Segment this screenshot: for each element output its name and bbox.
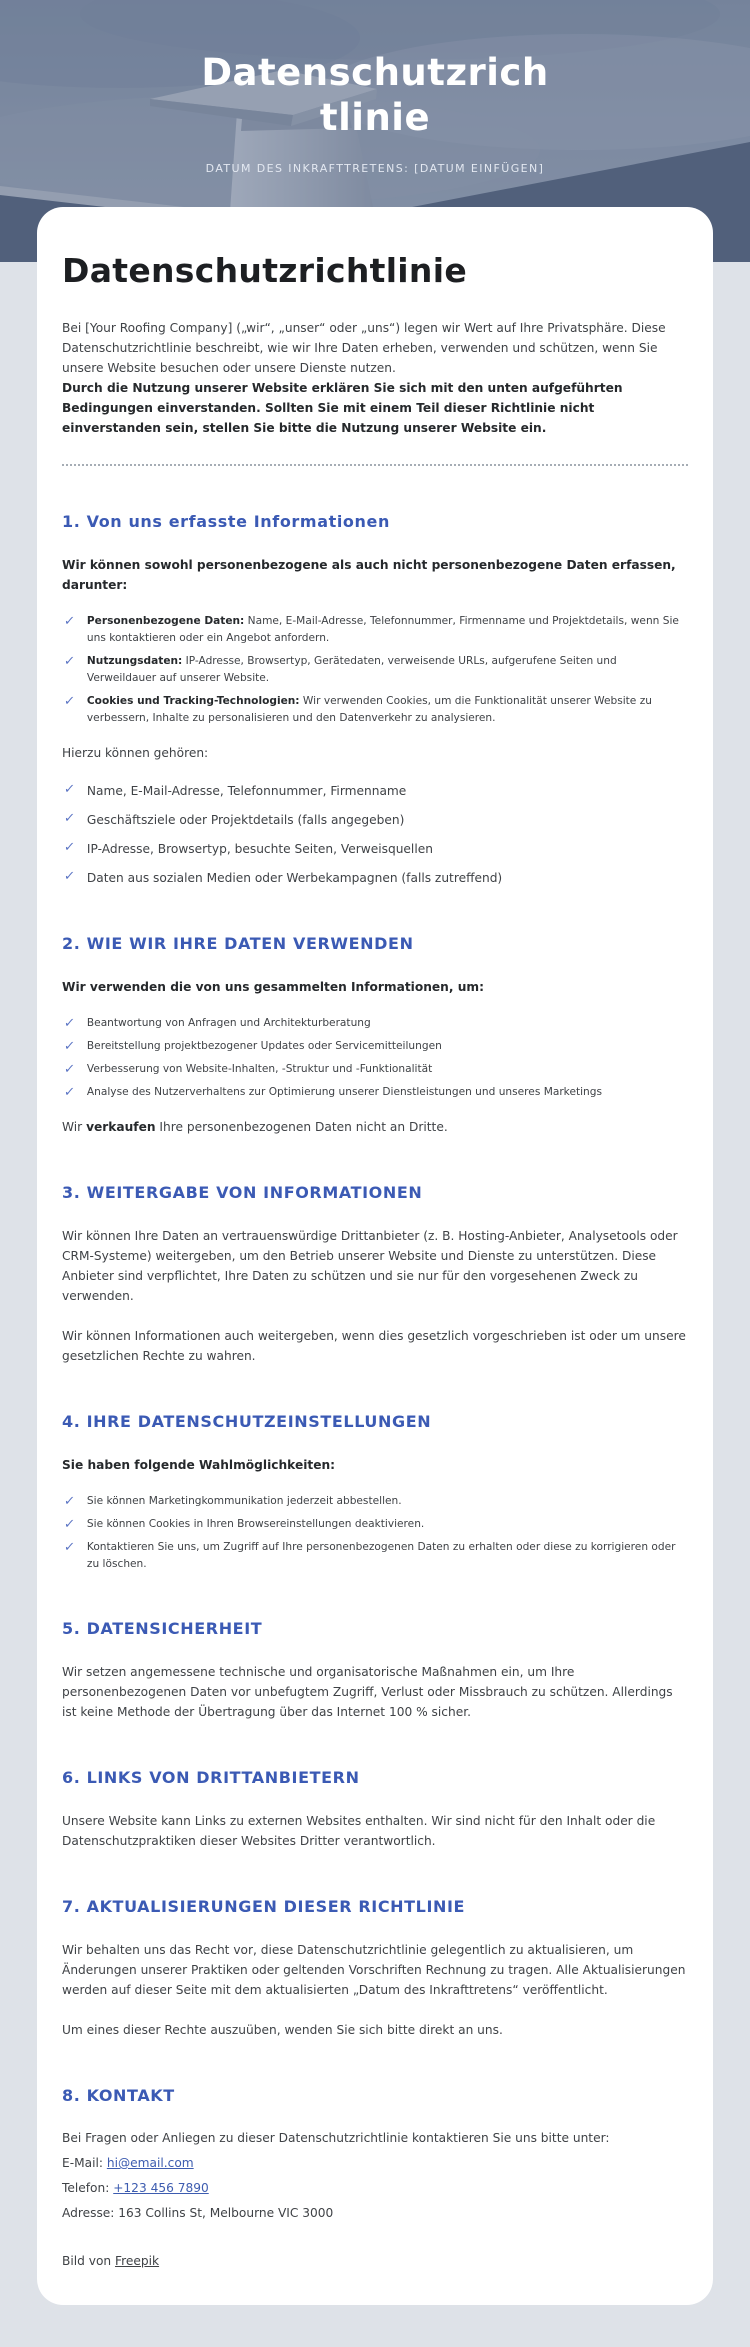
intro-block <box>62 318 688 438</box>
list-item <box>62 1493 688 1510</box>
section-1-list <box>62 613 688 727</box>
list-item-text: Sie können Marketingkommunikation jederzeit abbestellen. <box>86 1495 402 1507</box>
section-2-heading: 2. WIE WIR IHRE DATEN VERWENDEN <box>62 934 414 953</box>
section-4-heading: 4. IHRE DATENSCHUTZEINSTELLUNGEN <box>62 1412 432 1431</box>
check-icon: ✓ <box>63 840 76 855</box>
section-4-list <box>62 1493 688 1573</box>
section-2-list <box>62 1015 688 1101</box>
check-icon: ✓ <box>63 1016 76 1031</box>
contact-phone-line: Telefon: +123 456 7890 <box>62 2181 209 2195</box>
section-6-paragraph: Unsere Website kann Links zu externen Websites enthalten. Wir sind nicht für den Inhalt oder die Datenschutzpraktiken dieser Websites Dritter verantwortlich. <box>62 1814 656 1848</box>
section-2 <box>62 934 688 1137</box>
page-title: Datenschutzrichtlinie <box>62 251 468 290</box>
section-7-paragraph-2: Um eines dieser Rechte auszuüben, wenden Sie sich bitte direkt an uns. <box>62 2023 503 2037</box>
section-6 <box>62 1768 688 1851</box>
section-4 <box>62 1412 688 1573</box>
phone-link[interactable]: +123 456 7890 <box>113 2181 209 2195</box>
list-item <box>62 839 688 859</box>
list-item-text: Verbesserung von Website-Inhalten, -Struktur und -Funktionalität <box>86 1063 433 1075</box>
policy-card <box>37 207 713 2305</box>
section-7-heading: 7. AKTUALISIERUNGEN DIESER RICHTLINIE <box>62 1897 466 1916</box>
list-item-text: Kontaktieren Sie uns, um Zugriff auf Ihre personenbezogenen Daten zu erhalten oder diese zu korrigieren oder zu löschen. <box>86 1541 676 1570</box>
email-link[interactable]: hi@email.com <box>106 2156 194 2170</box>
section-2-lead: Wir verwenden die von uns gesammelten Informationen, um: <box>62 980 484 994</box>
intro-paragraph-bold: Durch die Nutzung unserer Website erklären Sie sich mit den unten aufgeführten Bedingungen einverstanden. Sollten Sie mit einem Teil dieser Richtlinie nicht einverstanden sein, stellen Sie bitte die Nutzung unserer Website ein. <box>62 381 623 435</box>
check-icon: ✓ <box>63 782 76 797</box>
list-item-text: IP-Adresse, Browsertyp, besuchte Seiten, Verweisquellen <box>86 842 433 856</box>
freepik-link[interactable]: Freepik <box>115 2254 160 2268</box>
section-3-paragraph-1: Wir können Ihre Daten an vertrauenswürdige Drittanbieter (z. B. Hosting-Anbieter, Analysetools oder CRM-Systeme) weitergeben, um den Betrieb unserer Website und Dienste zu unterstützen. Diese Anbieter sind verpflichtet, Ihre Daten zu schützen und sie nur für den vorgesehenen Zweck zu verwenden. <box>62 1229 678 1303</box>
section-1-heading: 1. Von uns erfasste Informationen <box>62 512 390 531</box>
list-item <box>62 1084 688 1101</box>
list-item <box>62 653 688 687</box>
section-7 <box>62 1897 688 2040</box>
hero-title-line2: tlinie <box>319 96 431 139</box>
list-item <box>62 781 688 801</box>
section-1-list-2 <box>62 781 688 888</box>
section-8 <box>62 2086 688 2271</box>
check-icon: ✓ <box>63 1540 76 1555</box>
check-icon: ✓ <box>63 694 76 709</box>
section-5-paragraph: Wir setzen angemessene technische und organisatorische Maßnahmen ein, um Ihre personenbezogenen Daten vor unbefugtem Zugriff, Verlust oder Missbrauch zu schützen. Allerdings ist keine Methode der Übertragung über das Internet 100 % sicher. <box>62 1665 673 1719</box>
check-icon: ✓ <box>63 869 76 884</box>
check-icon: ✓ <box>63 1517 76 1532</box>
section-3 <box>62 1183 688 1366</box>
list-item-text: Cookies und Tracking-Technologien: Wir verwenden Cookies, um die Funktionalität unserer Website zu verbessern, Inhalte zu personalisieren und den Datenverkehr zu analysieren. <box>86 695 652 724</box>
hero-text <box>0 50 750 175</box>
list-item-text: Nutzungsdaten: IP-Adresse, Browsertyp, Gerätedaten, verweisende URLs, aufgerufene Seiten und Verweildauer auf unserer Website. <box>86 655 617 684</box>
section-8-paragraph: Bei Fragen oder Anliegen zu dieser Datenschutzrichtlinie kontaktieren Sie uns bitte unter: <box>62 2131 610 2145</box>
list-item-text: Sie können Cookies in Ihren Browsereinstellungen deaktivieren. <box>86 1518 425 1530</box>
list-item <box>62 868 688 888</box>
list-item <box>62 693 688 727</box>
check-icon: ✓ <box>63 654 76 669</box>
list-item-text: Bereitstellung projektbezogener Updates oder Servicemitteilungen <box>86 1040 442 1052</box>
section-4-lead: Sie haben folgende Wahlmöglichkeiten: <box>62 1458 336 1472</box>
section-5-heading: 5. DATENSICHERHEIT <box>62 1619 263 1638</box>
section-3-paragraph-2: Wir können Informationen auch weitergeben, wenn dies gesetzlich vorgeschrieben ist oder um unsere gesetzlichen Rechte zu wahren. <box>62 1329 686 1363</box>
list-item-text: Beantwortung von Anfragen und Architekturberatung <box>86 1017 371 1029</box>
section-6-heading: 6. LINKS VON DRITTANBIETERN <box>62 1768 360 1787</box>
check-icon: ✓ <box>63 1039 76 1054</box>
hero-title <box>0 50 750 140</box>
list-item <box>62 1539 688 1573</box>
check-icon: ✓ <box>63 811 76 826</box>
list-item <box>62 1038 688 1055</box>
list-item <box>62 1015 688 1032</box>
hero-title-line1: Datenschutzrich <box>201 51 549 94</box>
list-item <box>62 613 688 647</box>
image-credit: Bild von Freepik <box>62 2254 160 2268</box>
section-2-closing: Wir verkaufen Ihre personenbezogenen Daten nicht an Dritte. <box>62 1120 448 1134</box>
list-item-text: Daten aus sozialen Medien oder Werbekampagnen (falls zutreffend) <box>86 871 503 885</box>
check-icon: ✓ <box>63 1062 76 1077</box>
list-item-text: Name, E-Mail-Adresse, Telefonnummer, Firmenname <box>86 784 407 798</box>
check-icon: ✓ <box>63 1085 76 1100</box>
contact-block <box>62 2129 688 2223</box>
check-icon: ✓ <box>63 1494 76 1509</box>
section-1 <box>62 512 688 888</box>
section-1-lead: Wir können sowohl personenbezogene als auch nicht personenbezogene Daten erfassen, darunter: <box>62 558 676 592</box>
section-1-paragraph: Hierzu können gehören: <box>62 746 209 760</box>
list-item <box>62 1516 688 1533</box>
section-5 <box>62 1619 688 1722</box>
section-3-heading: 3. WEITERGABE VON INFORMATIONEN <box>62 1183 423 1202</box>
dotted-divider <box>62 464 688 466</box>
list-item <box>62 1061 688 1078</box>
intro-paragraph: Bei [Your Roofing Company] („wir“, „unser“ oder „uns“) legen wir Wert auf Ihre Privatsphäre. Diese Datenschutzrichtlinie beschreibt, wie wir Ihre Daten erheben, verwenden und schützen, wenn Sie unsere Website besuchen oder unsere Dienste nutzen. <box>62 321 666 375</box>
check-icon: ✓ <box>63 614 76 629</box>
section-7-paragraph-1: Wir behalten uns das Recht vor, diese Datenschutzrichtlinie gelegentlich zu aktualisieren, um Änderungen unserer Praktiken oder geltenden Vorschriften Rechnung zu tragen. Alle Aktualisierungen werden auf dieser Seite mit dem aktualisierten „Datum des Inkrafttretens“ veröffentlicht. <box>62 1943 686 1997</box>
list-item-text: Analyse des Nutzerverhaltens zur Optimierung unserer Dienstleistungen und unseres Marketings <box>86 1086 603 1098</box>
effective-date-label: DATUM DES INKRAFTTRETENS: [DATUM EINFÜGEN] <box>205 162 545 175</box>
section-8-heading: 8. KONTAKT <box>62 2086 175 2105</box>
contact-email-line: E-Mail: hi@email.com <box>62 2156 194 2170</box>
contact-address-line: Adresse: 163 Collins St, Melbourne VIC 3000 <box>62 2206 334 2220</box>
list-item-text: Personenbezogene Daten: Name, E-Mail-Adresse, Telefonnummer, Firmenname und Projektdetails, wenn Sie uns kontaktieren oder ein Angebot anfordern. <box>86 615 679 644</box>
list-item-text: Geschäftsziele oder Projektdetails (falls angegeben) <box>86 813 405 827</box>
list-item <box>62 810 688 830</box>
bottom-spacer <box>0 2305 750 2347</box>
